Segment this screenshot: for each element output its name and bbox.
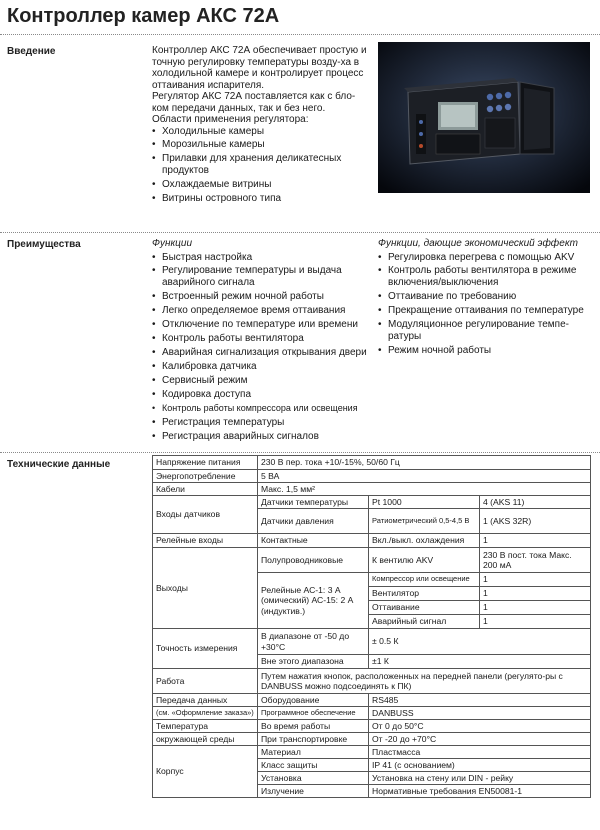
cell: Датчики давления: [258, 509, 369, 534]
list-item: • Прекращение оттаивания по температуре: [378, 305, 592, 317]
cell: Вне этого диапазона: [258, 655, 369, 669]
economy-heading: Функции, дающие экономический эффект: [378, 238, 578, 249]
cell: Излучение: [258, 785, 369, 798]
cell: Пластмасса: [369, 746, 591, 759]
controller-photo: [378, 42, 590, 193]
advantages-label: Преимущества: [7, 239, 81, 250]
cell: (см. «Оформление заказа»): [153, 707, 258, 720]
list-item: • Оттаивание по требованию: [378, 291, 592, 303]
list-item: • Прилавки для хранения деликатесных продуктов: [152, 153, 370, 177]
cell: Путем нажатия кнопок, расположенных на передней панели (регулято-ры с DANBUSS можно подсоединять к ПК): [258, 669, 591, 694]
table-row: [153, 733, 591, 746]
cell: 1: [480, 573, 591, 587]
cell: 5 ВА: [258, 470, 591, 483]
intro-paragraph: Контроллер АКС 72А обеспечивает простую и точную регулировку температуры возду-ха в холодильной камере и контролирует процесс оттаивания испарителя.: [152, 45, 367, 91]
cell: От 0 до 50°С: [369, 720, 591, 733]
cell: Установка: [258, 772, 369, 785]
cell: ± 0.5 К: [369, 629, 591, 655]
list-item: • Регистрация температуры: [152, 417, 372, 429]
list-item: • Контроль работы вентилятора в режиме включения/выключения: [378, 265, 592, 289]
cell: RS485: [369, 694, 591, 707]
intro-label: Введение: [7, 46, 56, 57]
list-item: • Быстрая настройка: [152, 252, 372, 264]
cell: 230 В пост. тока Макс. 200 мА: [480, 548, 591, 573]
tech-label: Технические данные: [7, 459, 111, 470]
cell: Датчики температуры: [258, 496, 369, 509]
list-item: • Контроль работы компрессора или освещения: [152, 403, 372, 415]
controller-illustration: [378, 42, 590, 193]
cell: DANBUSS: [369, 707, 591, 720]
list-item: • Аварийная сигнализация открывания двери: [152, 347, 372, 359]
cell: Аварийный сигнал: [369, 615, 480, 629]
section-divider: [0, 452, 600, 453]
cell: Компрессор или освещение: [369, 573, 480, 587]
tech-table: [152, 455, 591, 798]
table-row: [153, 720, 591, 733]
functions-list: [152, 252, 372, 443]
cell: Pt 1000: [369, 496, 480, 509]
cell: Программное обеспечение: [258, 707, 369, 720]
list-item: • Сервисный режим: [152, 375, 372, 387]
cell: 1 (AKS 32R): [480, 509, 591, 534]
table-row: [153, 669, 591, 694]
economy-list: [378, 252, 592, 357]
cell: Ратиометрический 0,5-4,5 В: [369, 509, 480, 534]
table-row: [153, 534, 591, 548]
cell: Класс защиты: [258, 759, 369, 772]
cell: Вкл./выкл. охлаждения: [369, 534, 480, 548]
cell: Энергопотребление: [153, 470, 258, 483]
cell: Во время работы: [258, 720, 369, 733]
functions-column: [152, 238, 372, 445]
intro-text: [152, 45, 370, 207]
cell: Входы датчиков: [153, 496, 258, 534]
title-divider: [0, 34, 600, 35]
cell: Кабели: [153, 483, 258, 496]
list-item: • Регулирование температуры и выдача аварийного сигнала: [152, 265, 372, 289]
list-item: • Регистрация аварийных сигналов: [152, 431, 372, 443]
cell: Оттаивание: [369, 601, 480, 615]
table-row: [153, 694, 591, 707]
list-item: • Встроенный режим ночной работы: [152, 291, 372, 303]
cell: Макс. 1,5 мм²: [258, 483, 591, 496]
list-item: • Охлаждаемые витрины: [152, 179, 370, 191]
cell: окружающей среды: [153, 733, 258, 746]
cell: Оборудование: [258, 694, 369, 707]
table-row: [153, 496, 591, 509]
functions-heading: Функции: [152, 238, 193, 249]
list-item: • Морозильные камеры: [152, 139, 370, 151]
table-row: [153, 548, 591, 573]
cell: В диапазоне от -50 до +30°С: [258, 629, 369, 655]
cell: 1: [480, 615, 591, 629]
cell: 230 В пер. тока +10/-15%, 50/60 Гц: [258, 456, 591, 470]
cell: Установка на стену или DIN - рейку: [369, 772, 591, 785]
cell: 1: [480, 601, 591, 615]
cell: Передача данных: [153, 694, 258, 707]
cell: Полупроводниковые: [258, 548, 369, 573]
list-item: • Регулировка перегрева с помощью AKV: [378, 252, 592, 264]
cell: Вентилятор: [369, 587, 480, 601]
intro-paragraph: Области применения регулятора:: [152, 114, 309, 125]
cell: При транспортировке: [258, 733, 369, 746]
cell: IP 41 (с основанием): [369, 759, 591, 772]
cell: 1: [480, 534, 591, 548]
list-item: • Кодировка доступа: [152, 389, 372, 401]
table-row: [153, 746, 591, 759]
list-item: • Режим ночной работы: [378, 345, 592, 357]
cell: Релейные входы: [153, 534, 258, 548]
table-row: [153, 483, 591, 496]
cell: Температура: [153, 720, 258, 733]
economy-column: [378, 238, 592, 359]
list-item: • Контроль работы вентилятора: [152, 333, 372, 345]
table-row: [153, 629, 591, 655]
cell: Контактные: [258, 534, 369, 548]
cell: 4 (AKS 11): [480, 496, 591, 509]
cell: Корпус: [153, 746, 258, 798]
cell: 1: [480, 587, 591, 601]
cell: Релейные АС-1: 3 А (омический) АС-15: 2 А (индуктив.): [258, 573, 369, 629]
cell: Напряжение питания: [153, 456, 258, 470]
intro-paragraph: Регулятор АКС 72А поставляется как с бло-ком передачи данных, так и без него.: [152, 91, 356, 114]
table-row: [153, 470, 591, 483]
cell: Работа: [153, 669, 258, 694]
table-row: [153, 707, 591, 720]
page-title: Контроллер камер АКС 72А: [7, 5, 280, 27]
table-row: [153, 456, 591, 470]
cell: Точность измерения: [153, 629, 258, 669]
cell: Нормативные требования EN50081-1: [369, 785, 591, 798]
list-item: • Легко определяемое время оттаивания: [152, 305, 372, 317]
list-item: • Калибровка датчика: [152, 361, 372, 373]
section-divider: [0, 232, 600, 233]
cell: От -20 до +70°С: [369, 733, 591, 746]
list-item: • Витрины островного типа: [152, 193, 370, 205]
cell: К вентилю AKV: [369, 548, 480, 573]
list-item: • Модуляционное регулирование темпе-ратуры: [378, 319, 592, 343]
applications-list: [152, 126, 370, 206]
cell: Выходы: [153, 548, 258, 629]
list-item: • Холодильные камеры: [152, 126, 370, 138]
cell: Материал: [258, 746, 369, 759]
list-item: • Отключение по температуре или времени: [152, 319, 372, 331]
cell: ±1 К: [369, 655, 591, 669]
